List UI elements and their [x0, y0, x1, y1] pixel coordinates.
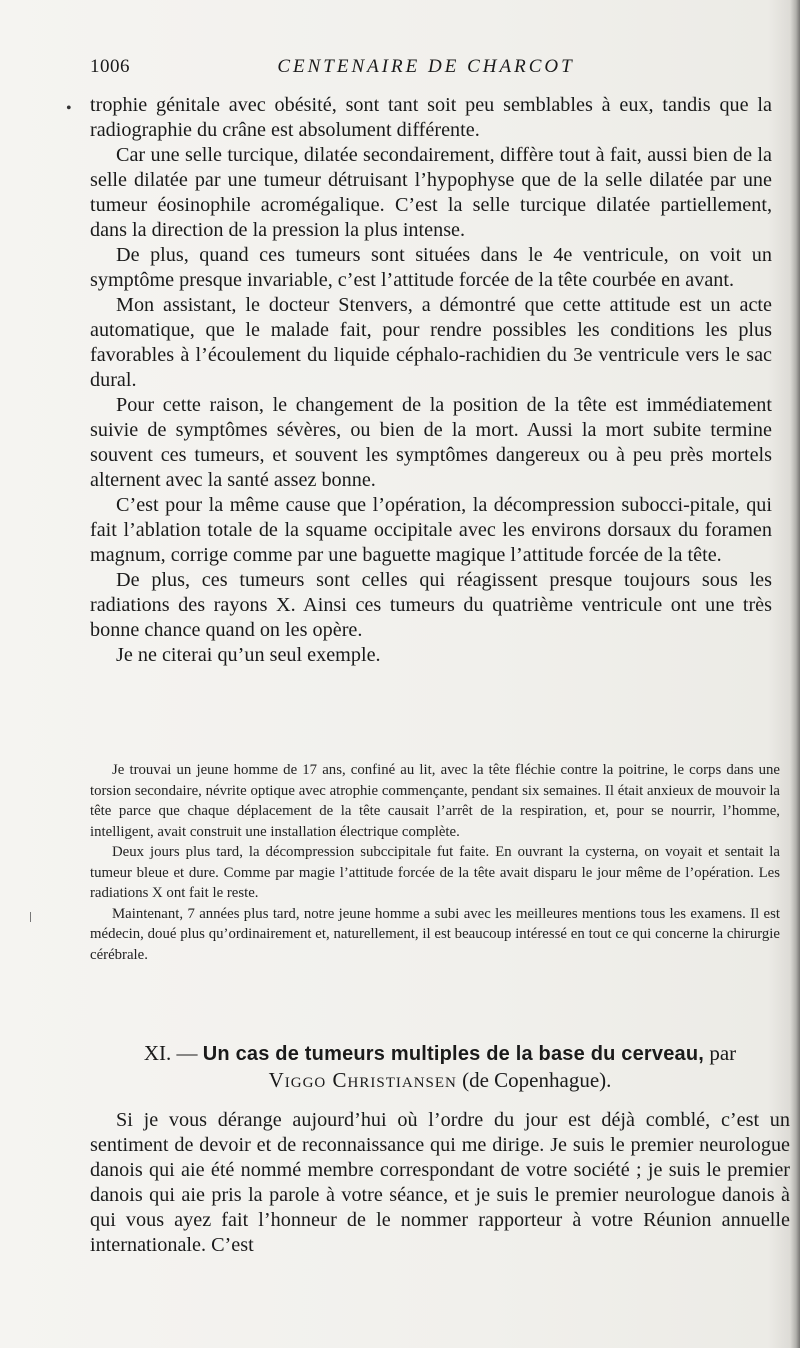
note-paragraph: Deux jours plus tard, la décompression subccipitale fut faite. En ouvrant la cysterna, on voyait et sentait la tumeur bleue et dure. Comme par magie l’attitude forcée de la tête avait disparu le jour même de l’opération. Les radiations X ont fait le reste.	[90, 844, 780, 901]
page-number: 1006	[90, 56, 130, 77]
section-by: par	[709, 1041, 737, 1065]
paragraph: Mon assistant, le docteur Stenvers, a démontré que cette attitude est un acte automatique, que le malade fait, pour rendre possibles les conditions les plus favorables à l’écoulement du liquide céphalo-rachidien du 3e ventricule vers le sac dural.	[90, 294, 772, 391]
section-author: Viggo Christiansen	[268, 1068, 457, 1092]
paragraph: Si je vous dérange aujourd’hui où l’ordre du jour est déjà comblé, c’est un sentiment de devoir et de reconnaissance qui me dirige. Je suis le premier neurologue danois qui aie été nommé membre correspondant de votre société ; je suis le premier danois qui aie pris la parole à votre séance, et je suis le premier neurologue danois à qui vous ayez fait l’honneur de le nommer rapporteur à votre Réunion annuelle internationale. C’est	[90, 1109, 790, 1256]
section-affiliation: (de Copenhague).	[462, 1068, 612, 1092]
note-paragraph: Je trouvai un jeune homme de 17 ans, confiné au lit, avec la tête fléchie contre la poitrine, le corps dans une torsion secondaire, névrite optique avec atrophie commençante, pendant six semaines. Il était anxieux de mouvoir la tête parce que chaque déplacement de la tête causait l’arrêt de la respiration, et, pour se nourrir, l’homme, intelligent, avait construit une installation électrique complète.	[90, 762, 780, 840]
section-title: Un cas de tumeurs multiples de la base du cerveau,	[202, 1043, 705, 1065]
margin-tick	[30, 912, 31, 922]
section-number: XI. —	[143, 1041, 198, 1065]
section-heading	[90, 1040, 790, 1093]
margin-mark: •	[66, 100, 72, 117]
page-header	[90, 56, 762, 84]
main-text	[90, 93, 772, 668]
page-edge-shadow	[790, 0, 800, 1348]
paragraph: Car une selle turcique, dilatée secondairement, diffère tout à fait, aussi bien de la selle dilatée par une tumeur détruisant l’hypophyse que de la selle dilatée par une tumeur éosinophile acromégalique. C’est la selle turcique dilatée partiellement, dans la direction de la pression la plus intense.	[90, 144, 772, 241]
note-paragraph: Maintenant, 7 années plus tard, notre jeune homme a subi avec les meilleures mentions tous les examens. Il est médecin, doué plus qu’ordinairement et, naturellement, il est beaucoup intéressé en tout ce qui concerne la chirurgie cérébrale.	[90, 905, 780, 963]
case-note	[90, 760, 780, 965]
paragraph: De plus, ces tumeurs sont celles qui réagissent presque toujours sous les radiations des rayons X. Ainsi ces tumeurs du quatrième ventricule ont une très bonne chance quand on les opère.	[90, 569, 772, 641]
section-body	[90, 1108, 790, 1258]
running-title: CENTENAIRE DE CHARCOT	[277, 56, 575, 77]
paragraph: trophie génitale avec obésité, sont tant soit peu semblables à eux, tandis que la radiographie du crâne est absolument différente.	[90, 94, 772, 141]
paragraph: De plus, quand ces tumeurs sont situées dans le 4e ventricule, on voit un symptôme presque invariable, c’est l’attitude forcée de la tête courbée en avant.	[90, 244, 772, 291]
paragraph: Pour cette raison, le changement de la position de la tête est immédiatement suivie de symptômes sévères, ou bien de la mort. Aussi la mort subite termine souvent ces tumeurs, et souvent les symptômes dangereux ou à peu près mortels alternent avec la santé assez bonne.	[90, 394, 772, 491]
paragraph: C’est pour la même cause que l’opération, la décompression subocci-pitale, qui fait l’ablation totale de la squame occipitale avec les environs dorsaux du foramen magnum, corrige comme par une baguette magique l’attitude forcée de la tête.	[90, 494, 772, 566]
paragraph: Je ne citerai qu’un seul exemple.	[116, 644, 381, 666]
